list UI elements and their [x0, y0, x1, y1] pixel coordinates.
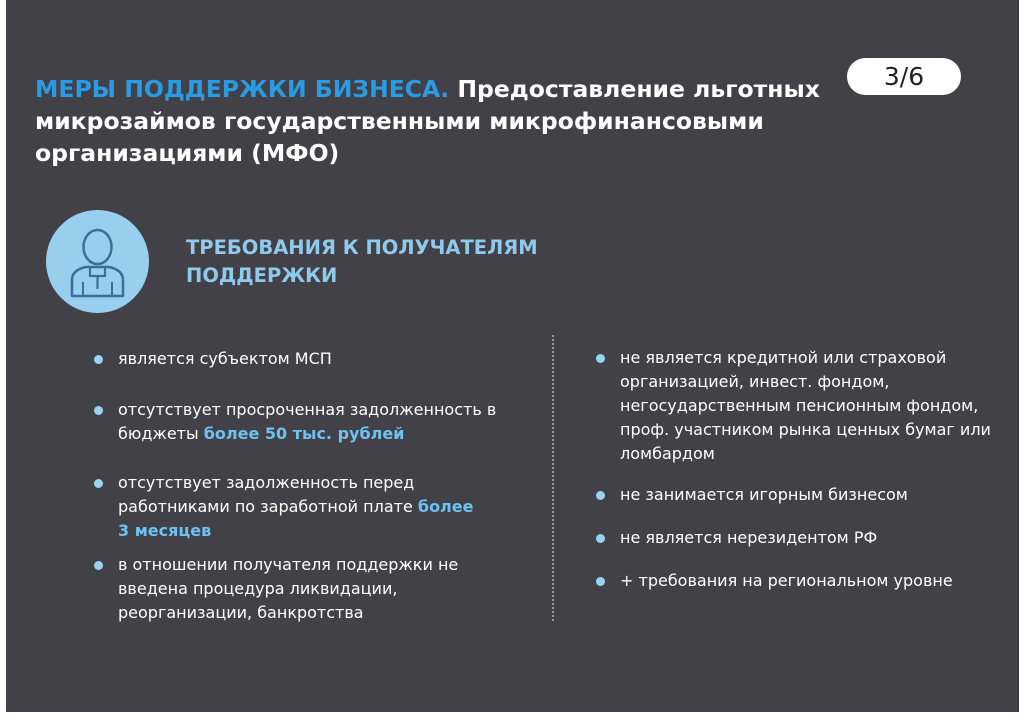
requirement-highlight: более 3 месяцев: [118, 497, 474, 540]
bullet-icon: [94, 406, 103, 415]
column-divider: [552, 335, 554, 621]
requirement-highlight: более 50 тыс. рублей: [203, 424, 405, 443]
bullet-icon: [596, 491, 605, 500]
requirement-item: не является кредитной или страховой организацией, инвест. фондом, негосударственным пенсионным фондом, проф. участником рынка ценных бумаг или ломбардом: [620, 346, 1010, 466]
title-accent: МЕРЫ ПОДДЕРЖКИ БИЗНЕСА.: [35, 75, 450, 103]
page-title: [35, 73, 835, 169]
bullet-icon: [94, 479, 103, 488]
requirement-item: отсутствует задолженность перед работниками по заработной плате более 3 месяцев: [118, 471, 488, 543]
section-title: ТРЕБОВАНИЯ К ПОЛУЧАТЕЛЯМ ПОДДЕРЖКИ: [186, 236, 538, 287]
bullet-icon: [596, 534, 605, 543]
page-indicator: 3/6: [847, 58, 961, 95]
avatar: [46, 210, 149, 313]
title-rest: Предоставление льготных микрозаймов государственными микрофинансовыми организациями (МФО): [35, 75, 820, 167]
bullet-icon: [94, 355, 103, 364]
bullet-icon: [596, 354, 605, 363]
person-icon: [46, 210, 149, 313]
requirement-item: не является нерезидентом РФ: [620, 526, 1010, 550]
requirement-item: + требования на региональном уровне: [620, 569, 1010, 593]
slide: [6, 0, 1019, 712]
requirement-item: не занимается игорным бизнесом: [620, 483, 1010, 507]
requirement-item: в отношении получателя поддержки не введена процедура ликвидации, реорганизации, банкротства: [118, 553, 498, 625]
bullet-icon: [94, 561, 103, 570]
requirement-item: является субъектом МСП: [118, 347, 538, 371]
requirement-item: отсутствует просроченная задолженность в бюджеты более 50 тыс. рублей: [118, 398, 538, 446]
bullet-icon: [596, 577, 605, 586]
